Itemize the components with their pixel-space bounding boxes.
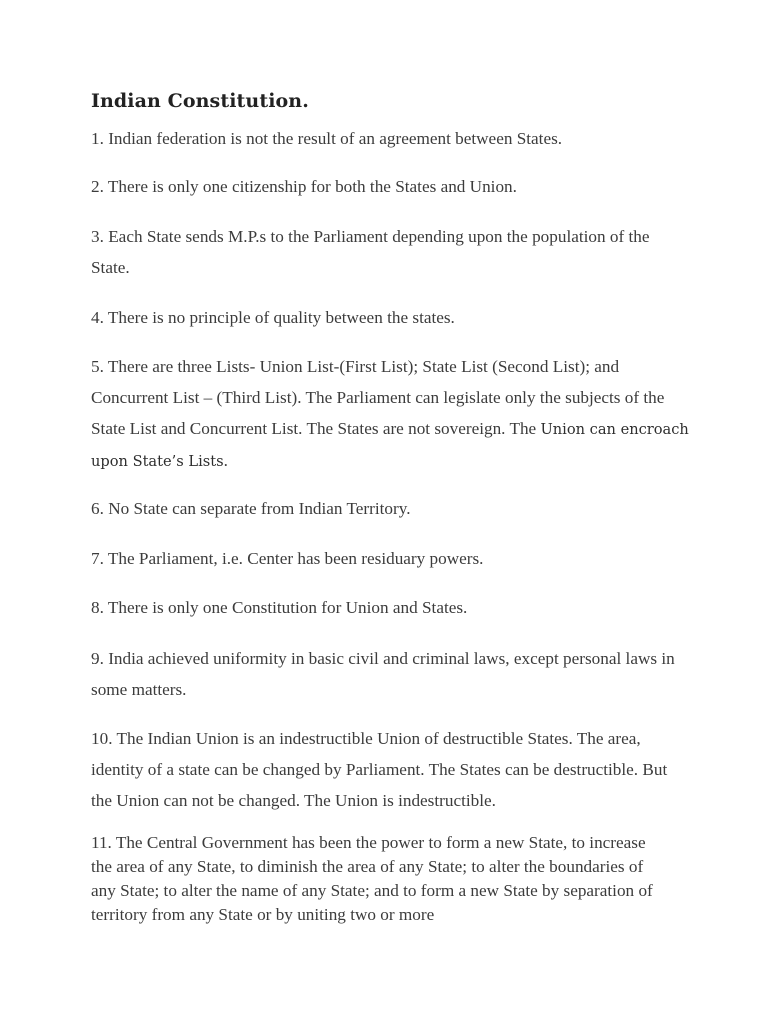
point-5 bbox=[91, 351, 689, 477]
point-10: 10. The Indian Union is an indestructible Union of destructible States. The area, identity of a state can be changed by Parliament. The States can be destructible. But the Union can not be changed. The Union is indestructible. bbox=[91, 729, 668, 810]
point-11: 11. The Central Government has been the power to form a new State, to increase the area of any State, to diminish the area of any State; to alter the boundaries of any State; to alter the name of any State; and to form a new State by separation of territory from any State or by uniting two or more bbox=[91, 833, 653, 924]
point-4: 4. There is no principle of quality between the states. bbox=[91, 308, 455, 327]
point-2: 2. There is only one citizenship for both the States and Union. bbox=[91, 177, 517, 196]
point-6: 6. No State can separate from Indian Territory. bbox=[91, 499, 411, 518]
point-7: 7. The Parliament, i.e. Center has been residuary powers. bbox=[91, 549, 484, 568]
point-8: 8. There is only one Constitution for Union and States. bbox=[91, 598, 468, 617]
point-9: 9. India achieved uniformity in basic civil and criminal laws, except personal laws in some matters. bbox=[91, 649, 675, 699]
point-5-period: . bbox=[223, 451, 228, 470]
point-1: 1. Indian federation is not the result of an agreement between States. bbox=[91, 129, 563, 148]
page-title: Indian Constitution. bbox=[91, 90, 309, 112]
point-5-emphasis: Union can encroach upon State’s Lists bbox=[91, 421, 689, 470]
point-3: 3. Each State sends M.P.s to the Parliament depending upon the population of the State. bbox=[91, 227, 650, 277]
point-5-body: 5. There are three Lists- Union List-(First List); State List (Second List); and Concurrent List – (Third List). The Parliament can legislate only the subjects of the State List and Concurrent List. The States are not sovereign. The bbox=[91, 357, 665, 438]
